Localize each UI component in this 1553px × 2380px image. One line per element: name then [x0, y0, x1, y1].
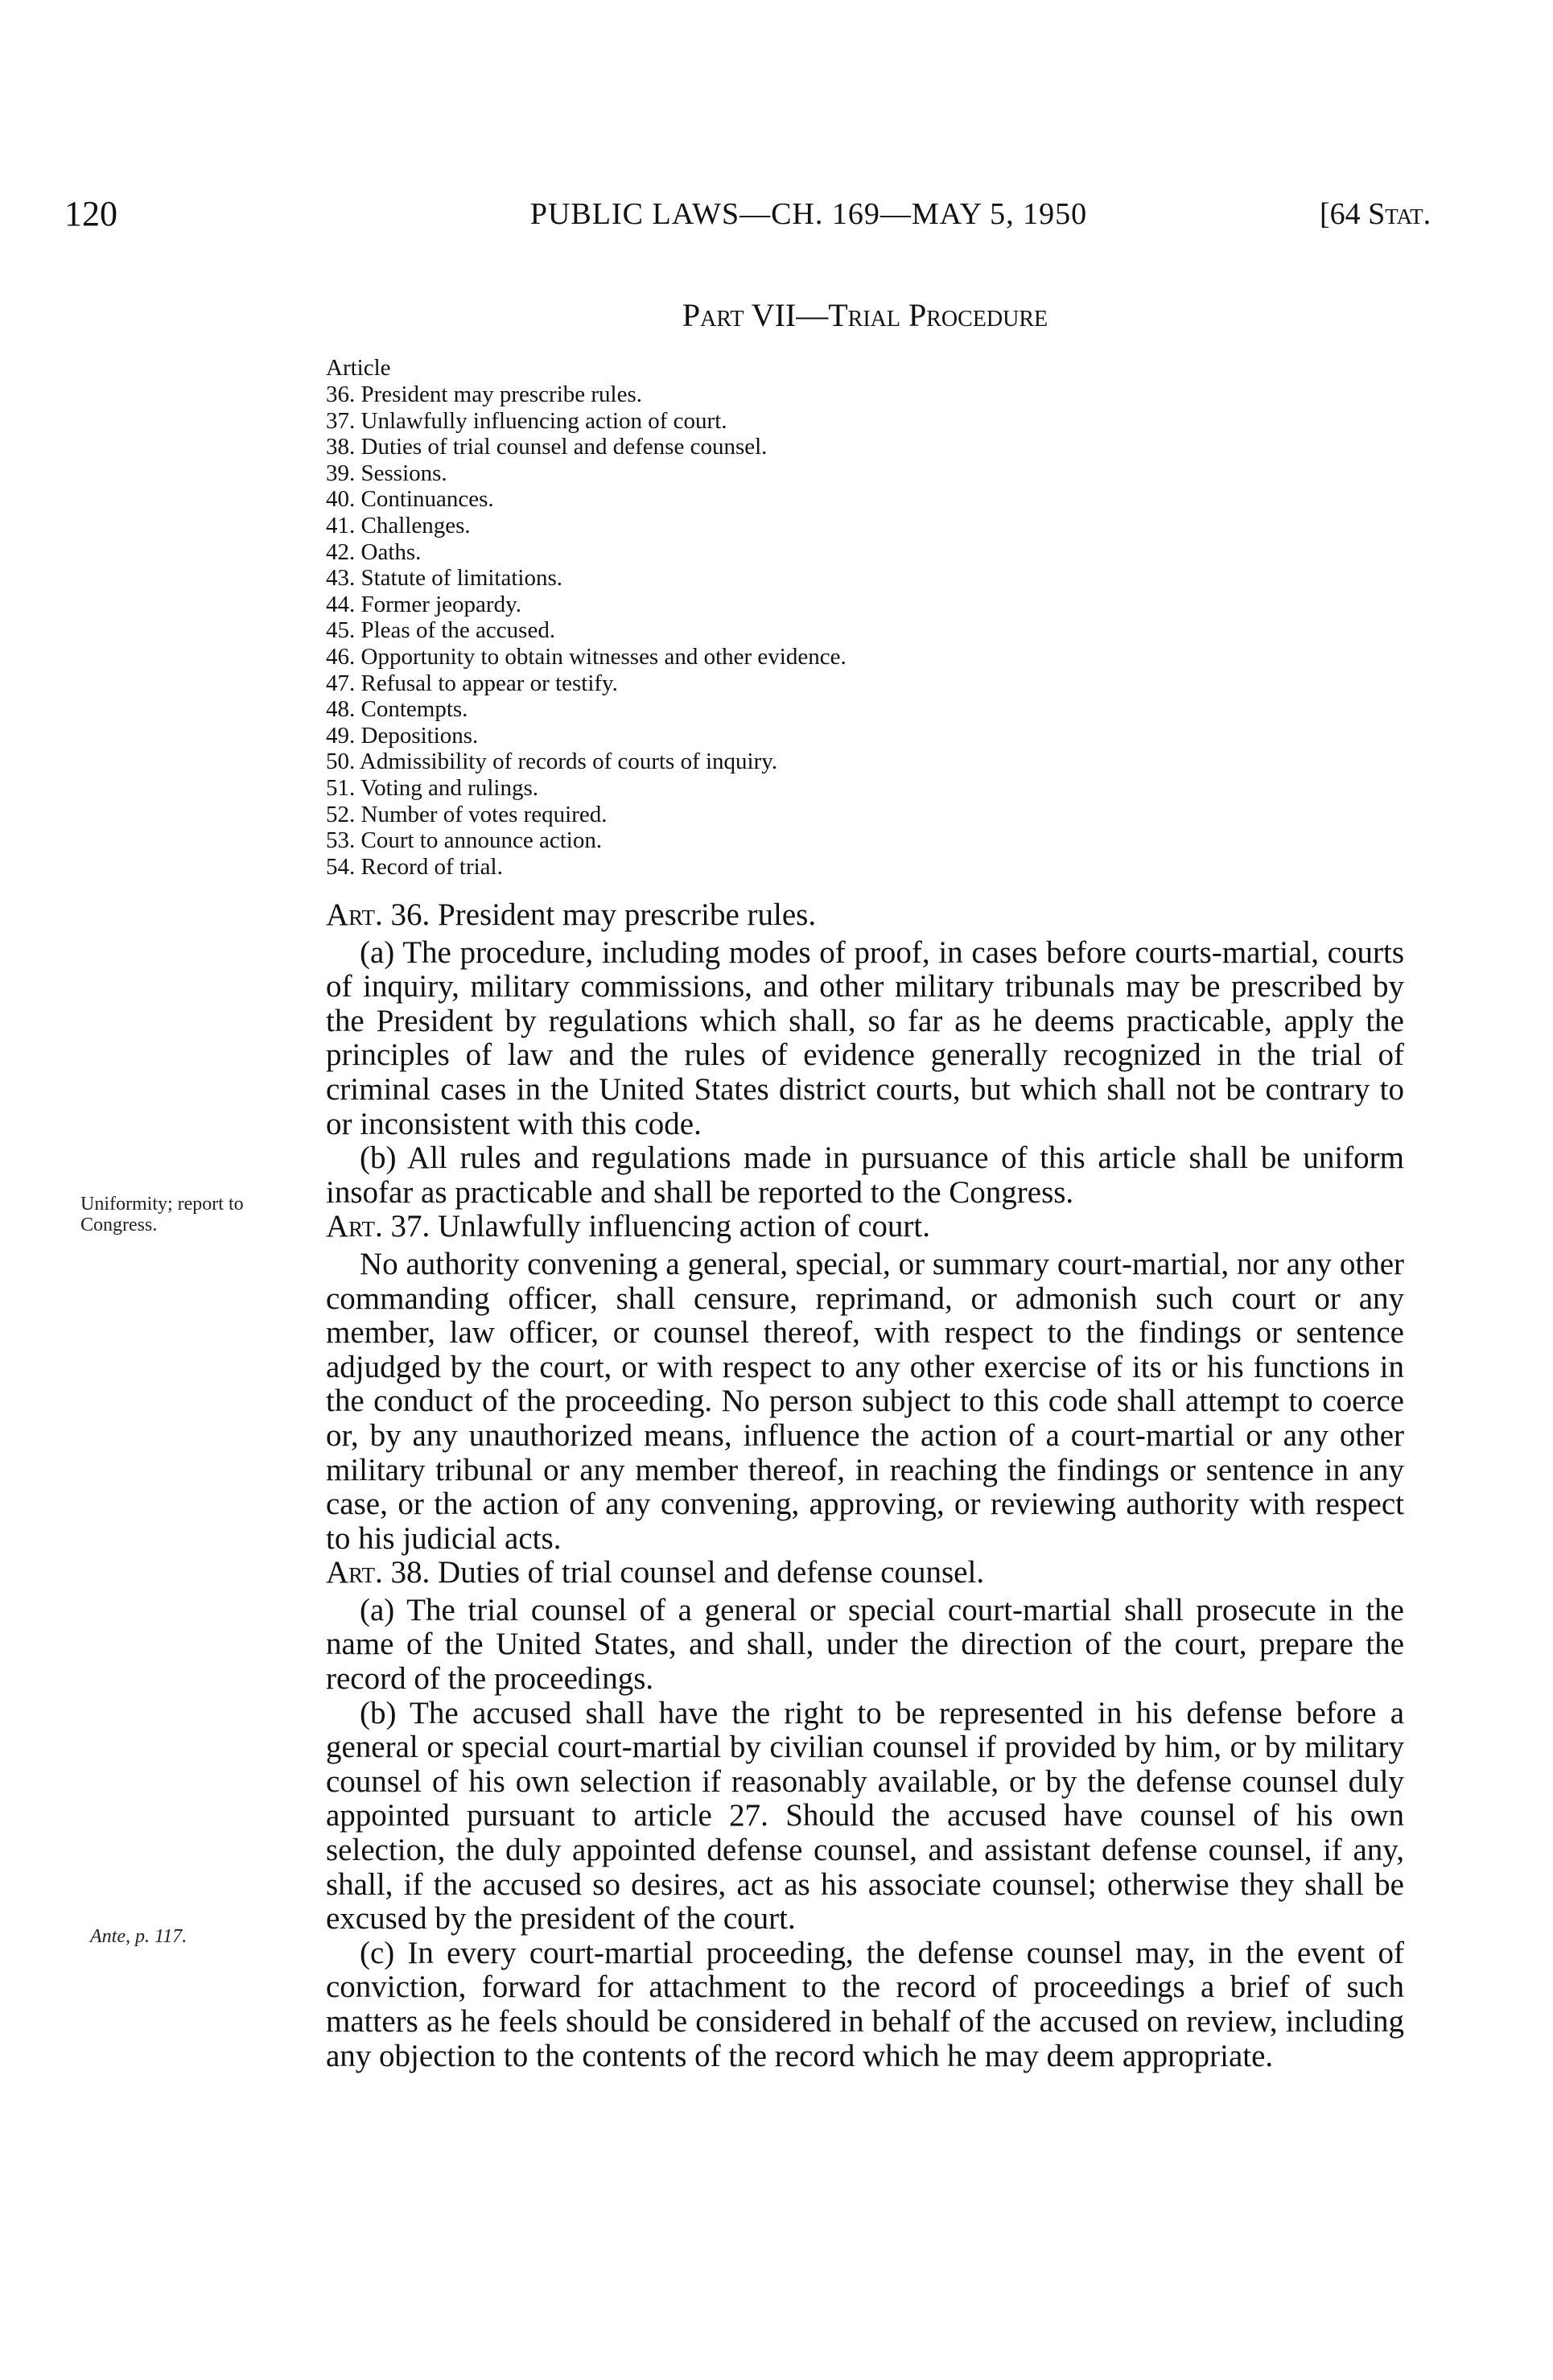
article-list-item: 47. Refusal to appear or testify. — [326, 670, 618, 696]
article-title: Unlawfully influencing action of court. — [438, 1209, 930, 1244]
article-list-item: 40. Continuances. — [326, 486, 494, 513]
article-list — [326, 354, 1404, 880]
article-list-item: 48. Contempts. — [326, 696, 468, 723]
article-list-item: 36. President may prescribe rules. — [326, 382, 643, 407]
article-paragraph: (a) The procedure, including modes of proof, in cases before courts-martial, courts of inquiry, military commissions, and other military tribunals may be prescribed by the President by regulations which shall, so far as he deems practicable, apply the principles of law and the rules of evidence generally recognized in the trial of criminal cases in the United States district courts, but which shall not be contrary to or inconsistent with this code. — [326, 934, 1404, 1141]
article-36 — [326, 898, 1404, 1210]
article-list-item: 44. Former jeopardy. — [326, 591, 521, 617]
article-prefix: Art. — [326, 897, 383, 932]
article-list-item: 54. Record of trial. — [326, 853, 503, 880]
article-list-item: 43. Statute of limitations. — [326, 565, 563, 592]
article-list-item: 49. Depositions. — [326, 722, 479, 749]
running-title: PUBLIC LAWS—CH. 169—MAY 5, 1950 — [529, 197, 1088, 231]
article-list-item: 52. Number of votes required. — [326, 801, 608, 827]
article-prefix: Art. — [326, 1209, 383, 1244]
article-list-item: 50. Admissibility of records of courts of inquiry. — [326, 749, 778, 775]
article-number: 38. — [390, 1555, 430, 1590]
article-number: 37. — [390, 1209, 430, 1244]
article-list-label: Article — [326, 355, 391, 381]
article-38 — [326, 1556, 1404, 2073]
article-paragraph: (b) All rules and regulations made in pursuance of this article shall be uniform insofar as practicable and shall be reported to the Congress. — [326, 1141, 1404, 1210]
article-prefix: Art. — [326, 1555, 383, 1590]
article-list-item: 51. Voting and rulings. — [326, 774, 538, 801]
article-list-item: 45. Pleas of the accused. — [326, 617, 556, 644]
article-title: President may prescribe rules. — [438, 897, 817, 932]
article-list-item: 37. Unlawfully influencing action of court. — [326, 407, 727, 434]
article-paragraph: (c) In every court-martial proceeding, the defense counsel may, in the event of conviction, forward for attachment to the record of proceedings a brief of such matters as he feels should be considered in behalf of the accused on review, including any objection to the contents of the record which he may deem appropriate. — [326, 1935, 1404, 2073]
article-list-item: 39. Sessions. — [326, 460, 447, 486]
article-title: Duties of trial counsel and defense counsel. — [438, 1555, 985, 1590]
article-number: 36. — [390, 897, 430, 932]
article-list-item: 41. Challenges. — [326, 512, 471, 538]
article-list-item: 38. Duties of trial counsel and defense counsel. — [326, 434, 768, 460]
page-number: 120 — [64, 194, 117, 233]
article-heading — [326, 1210, 1404, 1244]
article-list-item: 53. Court to announce action. — [326, 827, 603, 854]
article-heading — [326, 898, 1404, 933]
statute-reference: [64 Stat. — [1320, 197, 1431, 231]
margin-note-ante: Ante, p. 117. — [90, 1926, 187, 1947]
statute-body — [326, 898, 1404, 2073]
part-heading: Part VII—Trial Procedure — [682, 297, 1048, 333]
article-paragraph: (b) The accused shall have the right to be represented in his defense before a general or special court-martial by civilian counsel if provided by him, or by military counsel of his own selection if reasonably available, or by the defense counsel duly appointed pursuant to article 27. Should the accused have counsel of his own selection, the duly appointed defense counsel, and assistant defense counsel, if any, shall, if the accused so desires, act as his associate counsel; otherwise they shall be excused by the president of the court. — [326, 1695, 1404, 1937]
article-list-item: 42. Oaths. — [326, 538, 422, 565]
article-paragraph: (a) The trial counsel of a general or special court-martial shall prosecute in the name of the United States, and shall, under the direction of the court, prepare the record of the proceedings. — [326, 1592, 1404, 1697]
article-heading — [326, 1556, 1404, 1590]
article-list-item: 46. Opportunity to obtain witnesses and other evidence. — [326, 643, 847, 670]
margin-note-uniformity: Uniformity; report to Congress. — [80, 1194, 244, 1235]
article-37 — [326, 1210, 1404, 1556]
article-paragraph: No authority convening a general, special, or summary court-martial, nor any other commanding officer, shall censure, reprimand, or admonish such court or any member, law officer, or counsel thereof, with respect to the findings or sentence adjudged by the court, or with respect to any other exercise of its or his functions in the conduct of the proceeding. No person subject to this code shall attempt to coerce or, by any unauthorized means, influence the action of a court-martial or any other military tribunal or any member thereof, in reaching the findings or sentence in any case, or the action of any convening, approving, or reviewing authority with respect to his judicial acts. — [326, 1246, 1404, 1556]
